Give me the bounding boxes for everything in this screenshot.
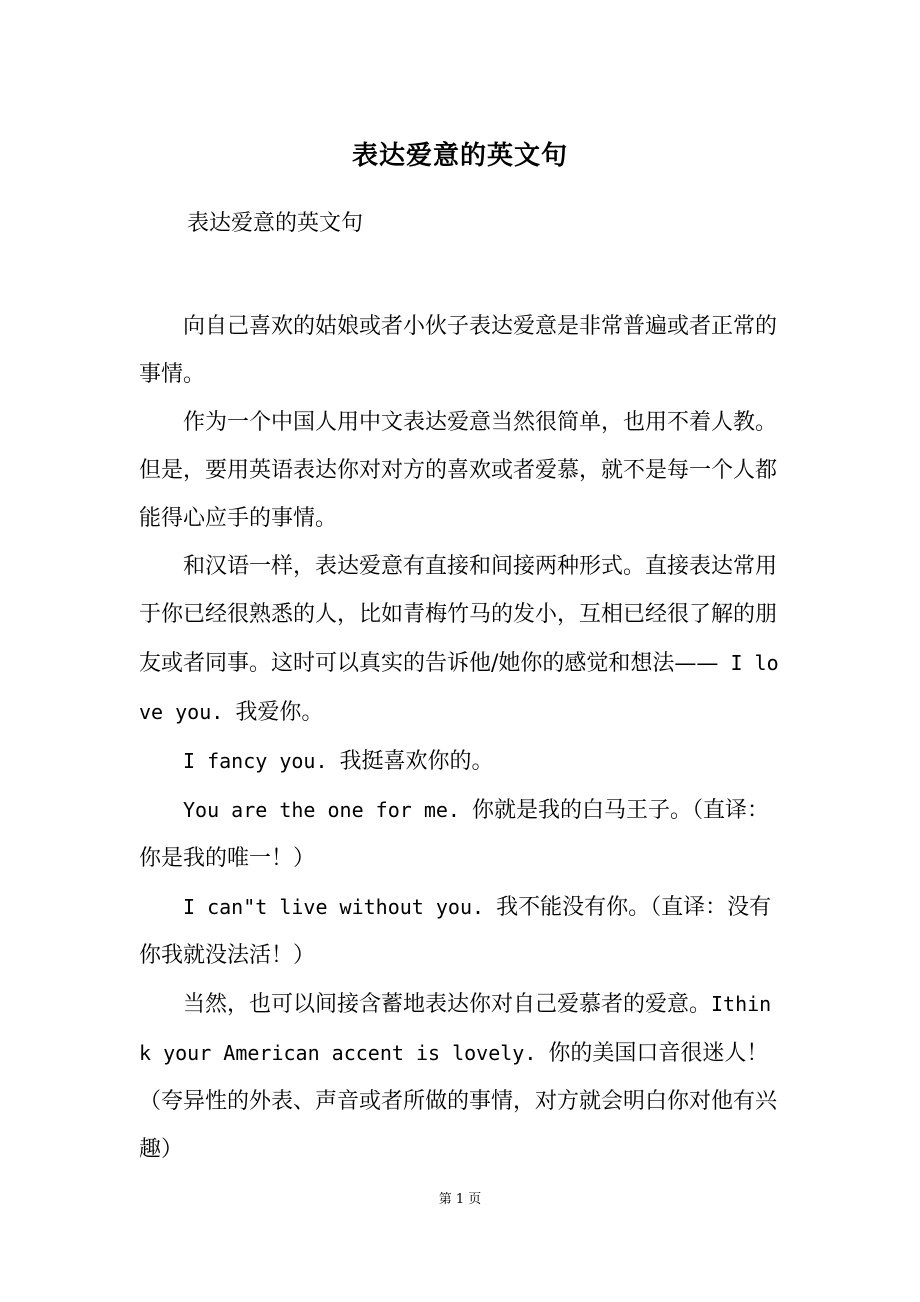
document-subtitle: 表达爱意的英文句 [187,211,364,236]
paragraph-text: 你就是我的白马王子。（直译：你是我的唯一！） [139,798,769,871]
paragraph-text: 你的美国口音很迷人！（夸异性的外表、声音或者所做的事情，对方就会明白你对他有兴趣） [139,1041,778,1162]
body-paragraph [139,303,779,399]
body-paragraph [139,980,779,1174]
body-paragraph [139,786,779,883]
paragraph-text: 当然，也可以间接含蓄地表达你对自己爱慕者的爱意。 [183,992,712,1017]
english-phrase: I fancy you. [183,749,340,773]
document-body [139,303,779,1174]
body-paragraph [139,399,779,543]
english-phrase: I love you. [139,651,779,724]
english-phrase: I can"t live without you. [183,895,497,919]
paragraph-text: 作为一个中国人用中文表达爱意当然很简单，也用不着人教。但是，要用英语表达你对对方的喜欢或者爱慕，就不是每一个人都能得心应手的事情。 [139,410,778,531]
page-number: 第 1 页 [438,1192,482,1207]
english-phrase: You are the one for me. [183,798,472,822]
paragraph-text: 我不能没有你。（直译：没有你我就没法活！） [139,895,772,968]
paragraph-text: 和汉语一样，表达爱意有直接和间接两种形式。直接表达常用于你已经很熟悉的人，比如青梅竹马的发小，互相已经很了解的朋友或者同事。这时可以真实的告诉他/她你的感觉和想法—— [139,554,778,676]
body-paragraph [139,737,779,786]
english-phrase: Ithink your American accent is lovely. [139,992,772,1065]
paragraph-text: 我爱你。 [235,700,324,725]
paragraph-text: 我挺喜欢你的。 [339,749,494,774]
document-title: 表达爱意的英文句 [351,141,568,171]
body-paragraph [139,543,779,737]
body-paragraph [139,883,779,980]
paragraph-text: 向自己喜欢的姑娘或者小伙子表达爱意是非常普遍或者正常的事情。 [139,314,778,387]
